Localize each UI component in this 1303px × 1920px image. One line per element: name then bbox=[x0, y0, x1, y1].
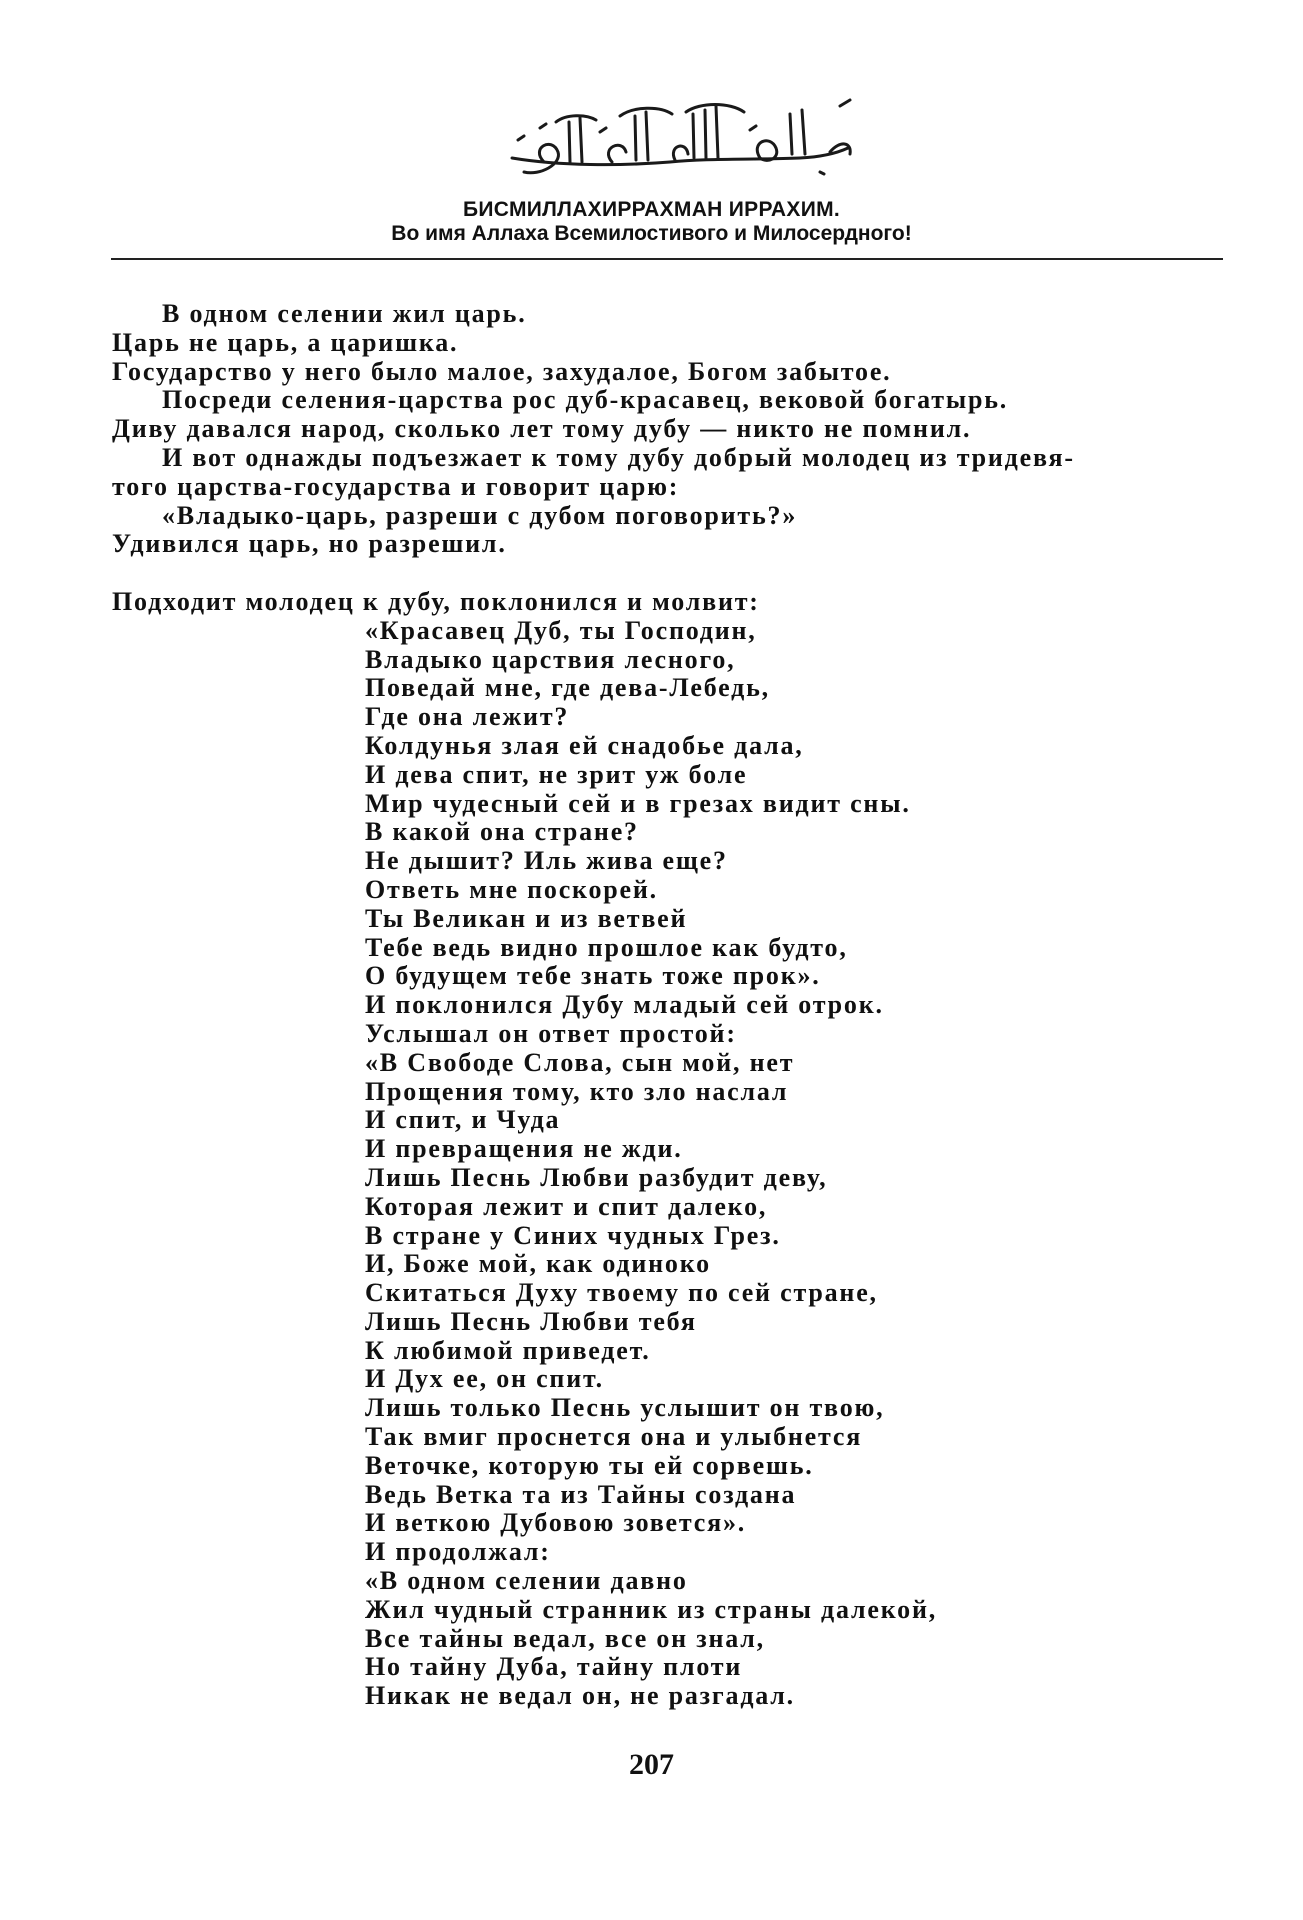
verse-line: Которая лежит и спит далеко, bbox=[365, 1191, 768, 1221]
verse-line: Ответь мне поскорей. bbox=[365, 874, 658, 904]
verse-line: «Красавец Дуб, ты Господин, bbox=[365, 615, 757, 645]
verse-line: И превращения не жди. bbox=[365, 1134, 683, 1164]
verse-line: Лишь только Песнь услышит он твою, bbox=[365, 1393, 885, 1423]
text-line: Посреди селения-царства рос дуб-красавец, вековой богатырь. bbox=[162, 385, 1009, 415]
verse-line: Не дышит? Иль жива еще? bbox=[365, 846, 728, 876]
text-line: Государство у него было малое, захудалое, Богом забытое. bbox=[112, 356, 892, 386]
verse-line: К любимой приведет. bbox=[365, 1335, 651, 1365]
verse-line: Прощения тому, кто зло наслал bbox=[365, 1076, 789, 1106]
verse-line: «В одном селении давно bbox=[365, 1566, 688, 1596]
verse-line: Мир чудесный сей и в грезах видит сны. bbox=[365, 788, 911, 818]
verse-line: Так вмиг проснется она и улыбнется bbox=[365, 1422, 863, 1452]
header-title: БИСМИЛЛАХИРРАХМАН ИРРАХИМ. bbox=[462, 198, 841, 221]
verse-line: И Дух ее, он спит. bbox=[365, 1364, 604, 1394]
verse-line: Скитаться Духу твоему по сей стране, bbox=[365, 1278, 878, 1308]
text-line: Удивился царь, но разрешил. bbox=[112, 529, 507, 559]
verse-line: И, Боже мой, как одиноко bbox=[365, 1249, 711, 1279]
verse-line: Лишь Песнь Любви тебя bbox=[365, 1306, 697, 1336]
page-number: 207 bbox=[629, 1748, 674, 1781]
verse-line: Веточке, которую ты ей сорвешь. bbox=[365, 1450, 814, 1480]
verse-line: И дева спит, не зрит уж боле bbox=[365, 759, 748, 789]
text-line: того царства-государства и говорит царю: bbox=[112, 471, 680, 501]
text-line: В одном селении жил царь. bbox=[162, 299, 527, 328]
verse-line: В стране у Синих чудных Грез. bbox=[365, 1220, 781, 1250]
verse-line: Никак не ведал он, не разгадал. bbox=[365, 1681, 795, 1711]
verse-line: «В Свободе Слова, сын мой, нет bbox=[365, 1047, 795, 1077]
verse-line: Услышал он ответ простой: bbox=[365, 1018, 737, 1048]
text-line: И вот однажды подъезжает к тому дубу добрый молодец из тридевя- bbox=[162, 442, 1075, 472]
header-subtitle: Во имя Аллаха Всемилостивого и Милосердного! bbox=[391, 222, 912, 245]
verse-line: И веткою Дубовою зовется». bbox=[365, 1508, 747, 1538]
verse-line: Все тайны ведал, все он знал, bbox=[365, 1623, 765, 1653]
verse-line: Колдунья злая ей снадобье дала, bbox=[365, 730, 804, 760]
verse-line: И продолжал: bbox=[365, 1537, 551, 1567]
verse-line: Тебе ведь видно прошлое как будто, bbox=[365, 932, 848, 962]
verse-line: Но тайну Дуба, тайну плоти bbox=[365, 1652, 743, 1682]
text-line: Царь не царь, а царишка. bbox=[112, 327, 459, 357]
verse-line: Лишь Песнь Любви разбудит деву, bbox=[365, 1162, 828, 1192]
paragraph-gap bbox=[112, 559, 1232, 588]
verse-line: И поклонился Дубу младый сей отрок. bbox=[365, 990, 884, 1020]
verse-line: Поведай мне, где дева-Лебедь, bbox=[365, 673, 770, 703]
verse-line: И спит, и Чуда bbox=[365, 1105, 561, 1135]
verse-line: В какой она стране? bbox=[365, 817, 639, 847]
text-line: «Владыко-царь, разреши с дубом поговорить?» bbox=[162, 500, 798, 530]
verse-line: О будущем тебе знать тоже прок». bbox=[365, 961, 821, 991]
verse-line: Ведь Ветка та из Тайны создана bbox=[365, 1479, 797, 1509]
bismillah-calligraphy bbox=[500, 92, 860, 187]
text-line: Диву давался народ, сколько лет тому дубу — никто не помнил. bbox=[112, 414, 972, 444]
header-divider bbox=[111, 258, 1223, 260]
verse-line: Жил чудный странник из страны далекой, bbox=[365, 1594, 938, 1624]
verse-line: Владыко царствия лесного, bbox=[365, 644, 736, 674]
lead-line: Подходит молодец к дубу, поклонился и молвит: bbox=[112, 586, 760, 616]
verse-line: Где она лежит? bbox=[365, 702, 570, 732]
page-body bbox=[112, 300, 1232, 1711]
verse-line: Ты Великан и из ветвей bbox=[365, 903, 688, 933]
